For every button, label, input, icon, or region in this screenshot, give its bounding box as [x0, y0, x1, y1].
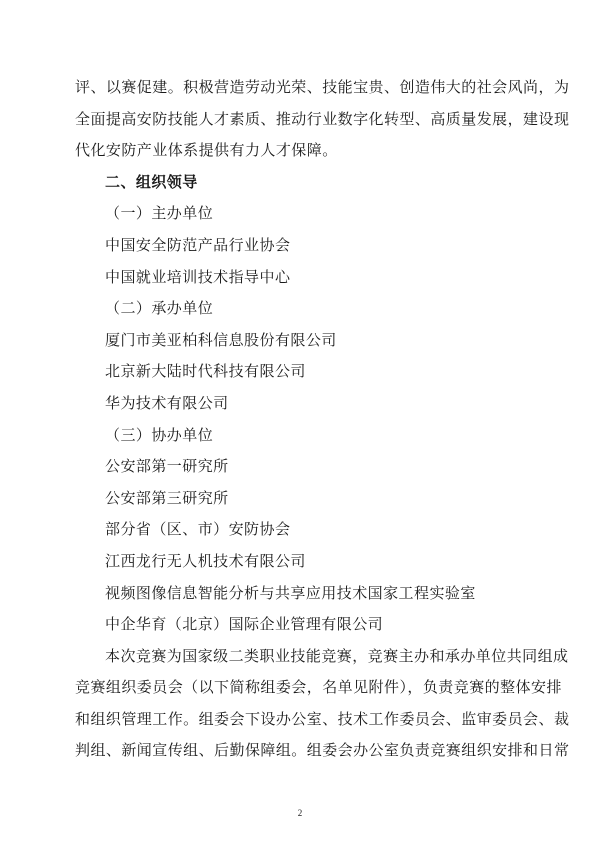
co-organizer-item: 部分省（区、市）安防协会: [105, 520, 291, 539]
section-heading: 二、组织领导: [105, 172, 198, 191]
intro-paragraph-line: 代化安防产业体系提供有力人才保障。: [75, 141, 338, 160]
sponsor-item: 中国安全防范产品行业协会: [105, 235, 291, 254]
sponsor-item: 中国就业培训技术指导中心: [105, 267, 291, 286]
organizer-item: 厦门市美亚柏科信息股份有限公司: [105, 330, 337, 349]
committee-paragraph-line: 和组织管理工作。组委会下设办公室、技术工作委员会、监审委员会、裁: [75, 709, 570, 728]
page-body: [75, 72, 570, 767]
sponsor-label: （一）主办单位: [105, 204, 214, 223]
committee-paragraph-line: 竞赛组织委员会（以下简称组委会，名单见附件），负责竞赛的整体安排: [75, 678, 562, 697]
organizer-item: 北京新大陆时代科技有限公司: [105, 362, 306, 381]
committee-paragraph-line: 本次竞赛为国家级二类职业技能竞赛，竞赛主办和承办单位共同组成: [105, 646, 569, 665]
committee-paragraph-line: 判组、新闻宣传组、后勤保障组。组委会办公室负责竞赛组织安排和日常: [75, 741, 570, 760]
co-organizer-item: 公安部第三研究所: [105, 488, 229, 507]
page-number: 2: [297, 808, 303, 818]
co-organizer-item: 中企华育（北京）国际企业管理有限公司: [105, 615, 384, 634]
organizer-item: 华为技术有限公司: [105, 393, 229, 412]
co-organizer-label: （三）协办单位: [105, 425, 214, 444]
organizer-label: （二）承办单位: [105, 299, 214, 318]
co-organizer-item: 江西龙行无人机技术有限公司: [105, 551, 306, 570]
co-organizer-item: 公安部第一研究所: [105, 457, 229, 476]
co-organizer-item: 视频图像信息智能分析与共享应用技术国家工程实验室: [105, 583, 476, 602]
intro-paragraph-line: 评、以赛促建。积极营造劳动光荣、技能宝贵、创造伟大的社会风尚，为: [75, 78, 570, 96]
intro-paragraph-line: 全面提高安防技能人才素质、推动行业数字化转型、高质量发展，建设现: [75, 109, 570, 128]
